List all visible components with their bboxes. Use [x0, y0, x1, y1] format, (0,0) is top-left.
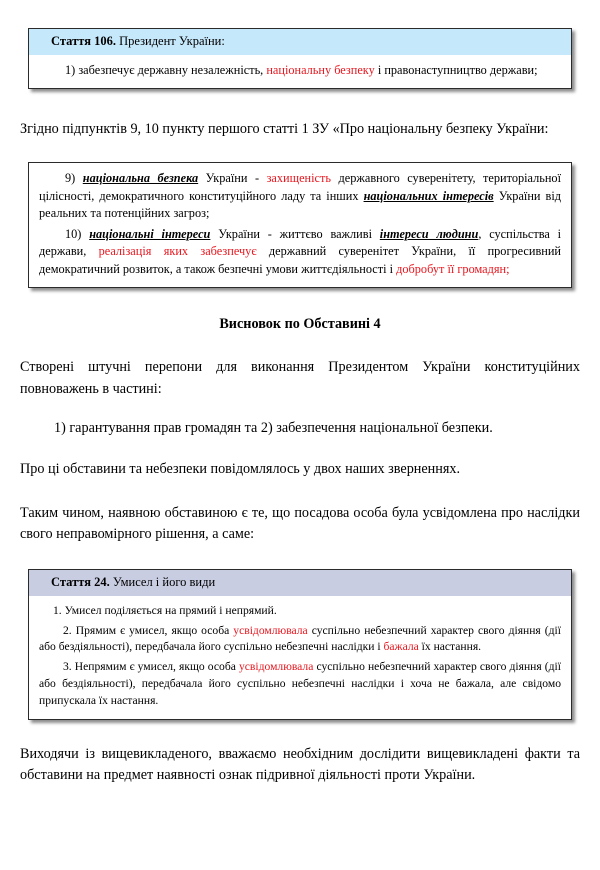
statute-item-9 — [39, 170, 561, 222]
conclusion-title: Висновок по Обставині 4 — [219, 316, 381, 333]
article-number: Стаття 106. — [51, 34, 116, 48]
highlight-was-aware: усвідомлювала — [238, 660, 314, 674]
item-text-tail: і правонаступництво держави; — [374, 62, 538, 77]
highlight-was-aware: усвідомлювала — [233, 623, 308, 637]
item-text-lead: 1) забезпечує державну незалежність, — [65, 62, 267, 77]
text-tail: суспільно небезпечний характер свого діяння (дії або бездіяльності), передбачала його суспільно небезпечні наслідки і хоча не бажала, але свідомо припускала їх настання. — [39, 660, 561, 707]
quote-box-criminal-code-article-24 — [28, 569, 572, 719]
item-number: 10) — [65, 226, 90, 241]
term-national-interests: національних інтересів — [363, 188, 494, 203]
quote-box-national-security-law — [28, 162, 572, 288]
statute-item-10 — [39, 226, 561, 278]
quote-box-body — [29, 55, 571, 88]
term-national-security: національна безпека — [82, 171, 199, 186]
intent-item-2 — [39, 623, 561, 657]
highlight-national-security: національну безпеку — [266, 62, 375, 77]
text-tail: їх настання. — [418, 640, 482, 654]
conclusion-paragraph-4: Таким чином, наявною обставиною є те, що посадова особа була усвідомлена про наслідки свого неправомірного рішення, а саме: — [20, 504, 580, 542]
quote-box-body — [29, 163, 571, 287]
item-number: 9) — [65, 171, 83, 186]
text-mid-1: України - життєво важливі — [210, 226, 380, 241]
closing-paragraph: Виходячи із вищевикладеного, вважаємо необхідним дослідити вищевикладені факти та обставини на предмет наявності ознак підривної діяльності проти України. — [20, 745, 580, 783]
conclusion-paragraph-2: 1) гарантування прав громадян та 2) забезпечення національної безпеки. — [54, 419, 493, 436]
highlight-realization-ensures: реалізація яких забезпечує — [98, 244, 257, 259]
text-mid-2: , суспільства і держави, — [39, 226, 562, 259]
conclusion-paragraph-3: Про ці обставини та небезпеки повідомлялось у двох наших зверненнях. — [20, 461, 461, 478]
text-mid-1: суспільно небезпечний характер свого діяння (дії або бездіяльності), передбачала його суспільно небезпечні наслідки і — [39, 623, 561, 654]
statute-item-1 — [39, 62, 561, 79]
conclusion-paragraph-1: Створені штучні перепони для виконання Президентом України конституційних повноважень в частині: — [20, 359, 580, 397]
text-lead: 2. Прямим є умисел, якщо особа — [63, 623, 234, 637]
text-mid-2: державного суверенітету, територіальної цілісності, демократичного конституційного ладу та інших — [39, 171, 561, 203]
article-title: Президент України: — [115, 34, 225, 48]
quote-box-constitution-article-106 — [28, 28, 572, 89]
term-national-interests: національні інтереси — [89, 226, 211, 241]
article-number: Стаття 24. — [51, 575, 110, 590]
intent-item-1: 1. Умисел поділяється на прямий і непрямий. — [53, 603, 277, 617]
highlight-protectedness: захищеність — [266, 171, 331, 186]
quote-box-body — [29, 596, 571, 719]
text-mid-1: України - — [198, 171, 267, 186]
text-mid-3: державний суверенітет України, її прогресивний демократичний розвиток, а також безпечні умови життєдіяльності і — [39, 244, 561, 276]
highlight-desired: бажала — [383, 640, 419, 654]
intro-paragraph: Згідно підпунктів 9, 10 пункту першого статті 1 ЗУ «Про національну безпеку України: — [20, 121, 549, 138]
quote-box-header — [29, 29, 571, 55]
text-tail: України від реальних та потенційних загроз; — [39, 188, 562, 221]
text-lead: 3. Непрямим є умисел, якщо особа — [63, 660, 239, 674]
highlight-welfare-citizens: добробут її громадян; — [396, 261, 510, 276]
term-human-interests: інтереси людини — [379, 226, 479, 241]
intent-item-3 — [39, 659, 561, 709]
article-title: Умисел і його види — [109, 575, 216, 590]
quote-box-header — [29, 570, 571, 596]
